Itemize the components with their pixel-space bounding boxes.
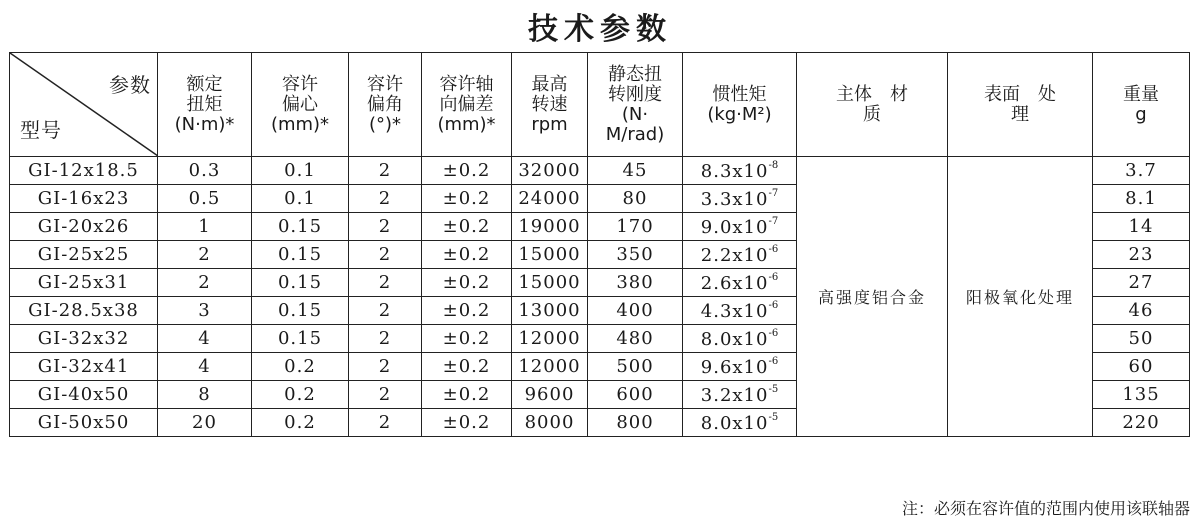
inertia-cell [683,353,797,381]
header-line: 转刚度 [608,83,662,105]
inertia-exponent: -5 [768,383,779,395]
torque-cell: 3 [158,297,252,325]
angle-cell: 2 [349,409,422,437]
header-row [10,53,1190,157]
inertia-cell [683,297,797,325]
eccentricity-cell: 0.1 [252,157,349,185]
inertia-exponent: -6 [768,355,779,367]
weight-cell: 8.1 [1093,185,1190,213]
header-line: M/rad) [605,123,665,145]
inertia-exponent: -5 [768,411,779,423]
angle-cell: 2 [349,241,422,269]
header-line: (mm)* [437,113,496,135]
inertia-cell [683,409,797,437]
axial-cell: ±0.2 [422,185,512,213]
inertia-cell [683,185,797,213]
torque-cell: 0.5 [158,185,252,213]
stiffness-cell: 800 [588,409,683,437]
speed-cell: 24000 [512,185,588,213]
spec-table-body [10,157,1190,437]
angle-cell: 2 [349,213,422,241]
stiffness-cell: 350 [588,241,683,269]
header-line: (N·m)* [174,113,235,135]
model-cell: GI-28.5x38 [10,297,158,325]
speed-cell: 12000 [512,353,588,381]
stiffness-cell: 600 [588,381,683,409]
eccentricity-cell: 0.2 [252,409,349,437]
angle-cell: 2 [349,297,422,325]
header-line: 转速 [531,93,568,115]
torque-cell: 4 [158,353,252,381]
inertia-exponent: -6 [768,271,779,283]
corner-header [10,53,158,157]
speed-cell: 9600 [512,381,588,409]
axial-cell: ±0.2 [422,353,512,381]
stiffness-cell: 400 [588,297,683,325]
eccentricity-cell: 0.15 [252,269,349,297]
axial-cell: ±0.2 [422,269,512,297]
angle-cell: 2 [349,325,422,353]
inertia-base: 3.3x10 [700,188,769,210]
model-cell: GI-32x32 [10,325,158,353]
inertia-cell [683,381,797,409]
header-line: 静态扭 [608,63,662,85]
weight-cell: 50 [1093,325,1190,353]
angle-cell: 2 [349,157,422,185]
header-line: 额定 [186,73,223,95]
eccentricity-cell: 0.2 [252,353,349,381]
inertia-exponent: -7 [768,187,779,199]
eccentricity-cell: 0.15 [252,325,349,353]
header-line: rpm [531,113,568,135]
torque-cell: 2 [158,269,252,297]
inertia-cell [683,157,797,185]
inertia-exponent: -6 [768,327,779,339]
header-line: (kg·M²) [707,103,772,125]
header-inertia [683,53,797,157]
model-cell: GI-20x26 [10,213,158,241]
model-cell: GI-12x18.5 [10,157,158,185]
header-angle [349,53,422,157]
speed-cell: 15000 [512,269,588,297]
page-title: 技术参数 [528,12,672,47]
weight-cell: 14 [1093,213,1190,241]
inertia-exponent: -6 [768,243,779,255]
stiffness-cell: 380 [588,269,683,297]
header-line: 主体 材 [836,83,908,105]
header-line: (mm)* [270,113,330,135]
inertia-base: 2.2x10 [700,244,769,266]
model-cell: GI-40x50 [10,381,158,409]
inertia-exponent: -8 [768,159,779,171]
eccentricity-cell: 0.1 [252,185,349,213]
header-line: 理 [1011,103,1029,125]
inertia-base: 8.0x10 [700,412,769,434]
stiffness-cell: 170 [588,213,683,241]
header-line: (°)* [368,113,402,135]
surface-cell: 阳极氧化处理 [948,157,1093,437]
angle-cell: 2 [349,269,422,297]
header-line: 容许 [282,73,318,95]
weight-cell: 27 [1093,269,1190,297]
eccentricity-cell: 0.15 [252,297,349,325]
torque-cell: 1 [158,213,252,241]
stiffness-cell: 45 [588,157,683,185]
header-line: 偏心 [282,93,318,115]
axial-cell: ±0.2 [422,241,512,269]
stiffness-cell: 480 [588,325,683,353]
header-line: 扭矩 [186,93,223,115]
angle-cell: 2 [349,381,422,409]
inertia-base: 8.0x10 [700,328,769,350]
header-line: 容许轴 [439,73,494,95]
angle-cell: 2 [349,185,422,213]
torque-cell: 0.3 [158,157,252,185]
speed-cell: 8000 [512,409,588,437]
eccentricity-cell: 0.2 [252,381,349,409]
model-cell: GI-32x41 [10,353,158,381]
inertia-base: 9.6x10 [700,356,769,378]
header-stiffness [588,53,683,157]
inertia-base: 2.6x10 [700,272,769,294]
weight-cell: 23 [1093,241,1190,269]
stiffness-cell: 80 [588,185,683,213]
weight-cell: 220 [1093,409,1190,437]
axial-cell: ±0.2 [422,409,512,437]
axial-cell: ±0.2 [422,297,512,325]
corner-model-label: 型号 [20,118,62,142]
inertia-cell [683,213,797,241]
model-cell: GI-50x50 [10,409,158,437]
header-line: (N· [621,103,649,125]
inertia-base: 9.0x10 [700,216,769,238]
speed-cell: 32000 [512,157,588,185]
model-cell: GI-16x23 [10,185,158,213]
weight-cell: 60 [1093,353,1190,381]
footnote: 注：必须在容许值的范围内使用该联轴器 [901,499,1190,518]
torque-cell: 4 [158,325,252,353]
speed-cell: 13000 [512,297,588,325]
table-row [10,157,1190,185]
header-eccentricity [252,53,349,157]
stiffness-cell: 500 [588,353,683,381]
header-material [797,53,948,157]
speed-cell: 12000 [512,325,588,353]
torque-cell: 8 [158,381,252,409]
header-line: 偏角 [367,93,403,115]
inertia-exponent: -7 [768,215,779,227]
spec-table [9,52,1190,437]
inertia-cell [683,325,797,353]
inertia-base: 8.3x10 [700,160,769,182]
axial-cell: ±0.2 [422,381,512,409]
axial-cell: ±0.2 [422,213,512,241]
weight-cell: 46 [1093,297,1190,325]
header-rated-torque [158,53,252,157]
header-surface [948,53,1093,157]
model-cell: GI-25x25 [10,241,158,269]
header-line: g [1135,103,1147,125]
speed-cell: 15000 [512,241,588,269]
eccentricity-cell: 0.15 [252,241,349,269]
header-line: 惯性矩 [712,83,767,105]
header-line: 容许 [367,73,403,95]
angle-cell: 2 [349,353,422,381]
inertia-base: 3.2x10 [700,384,769,406]
speed-cell: 19000 [512,213,588,241]
weight-cell: 135 [1093,381,1190,409]
weight-cell: 3.7 [1093,157,1190,185]
header-axial [422,53,512,157]
header-max-speed [512,53,588,157]
inertia-base: 4.3x10 [700,300,769,322]
material-cell: 高强度铝合金 [797,157,948,437]
header-line: 表面 处 [984,83,1056,105]
torque-cell: 2 [158,241,252,269]
header-line: 最高 [531,73,568,95]
axial-cell: ±0.2 [422,157,512,185]
eccentricity-cell: 0.15 [252,213,349,241]
inertia-cell [683,269,797,297]
torque-cell: 20 [158,409,252,437]
inertia-exponent: -6 [768,299,779,311]
model-cell: GI-25x31 [10,269,158,297]
corner-param-label: 参数 [109,73,151,97]
inertia-cell [683,241,797,269]
axial-cell: ±0.2 [422,325,512,353]
header-weight [1093,53,1190,157]
header-line: 重量 [1123,83,1159,105]
header-line: 质 [863,103,881,125]
header-line: 向偏差 [439,93,494,115]
